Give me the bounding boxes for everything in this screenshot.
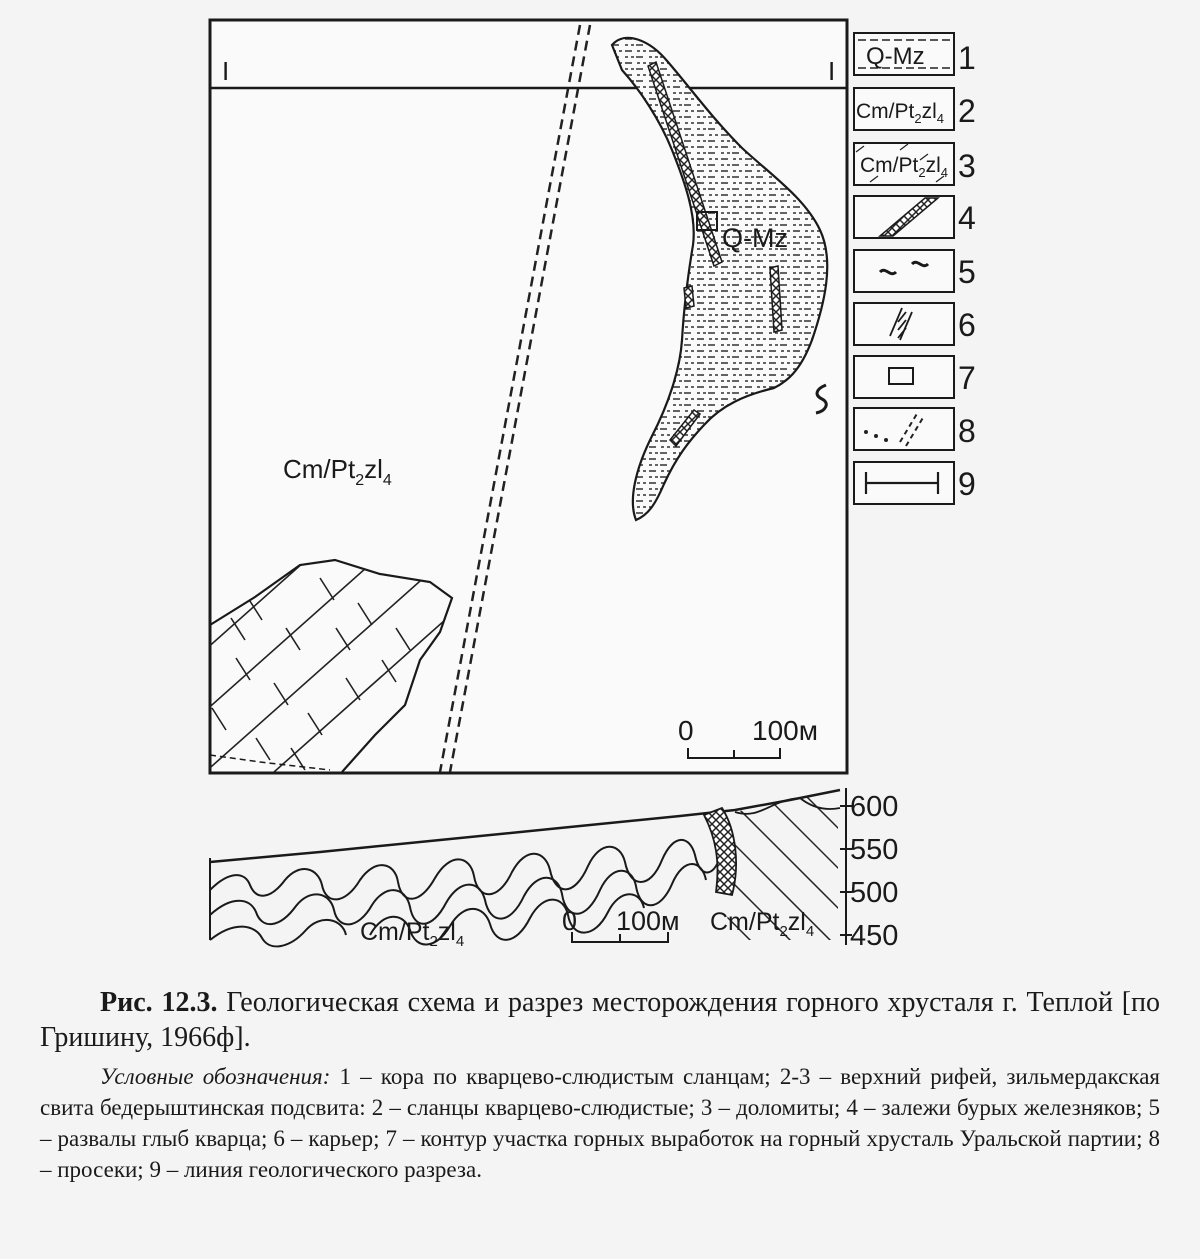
map-label-q-mz: Q-Mz: [722, 223, 788, 253]
section-scale-bar: [562, 906, 680, 942]
svg-text:100м: 100м: [752, 715, 818, 746]
figure-number: Рис. 12.3.: [100, 987, 218, 1018]
section-label-right: $Cm/Pt_2zl_4$: [710, 908, 815, 940]
legend-item-4: [854, 196, 976, 238]
section-marker-left: I: [222, 56, 230, 86]
svg-text:8: 8: [958, 413, 976, 449]
section-marker-right: I: [828, 56, 836, 86]
svg-text:0: 0: [562, 906, 578, 936]
legend-item-1: [854, 33, 976, 76]
figure-caption: [40, 985, 1160, 1185]
topographic-surface: [210, 790, 840, 862]
geological-map: [80, 20, 847, 880]
svg-text:2: 2: [958, 93, 976, 129]
section-label-left: $Cm/Pt_2zl_4$: [360, 918, 465, 950]
legend-item-9: [854, 462, 976, 504]
caption-legend-head: Условные обозначения:: [100, 1064, 331, 1089]
svg-text:5: 5: [958, 254, 976, 290]
svg-text:100м: 100м: [616, 906, 680, 936]
legend-item-3: [854, 143, 976, 185]
elevation-550: 550: [850, 834, 899, 866]
caption-legend: [40, 1061, 1160, 1185]
section-ore-body: [704, 808, 736, 895]
map-frame: [210, 20, 847, 773]
map-label-cm-pt: $Cm/Pt_2zl_4$: [283, 454, 392, 489]
caption-title-text: Геологическая схема и разрез месторождения горного хрусталя г. Теплой [по Гришину, 1966ф].: [40, 987, 1161, 1053]
legend-item-8: [854, 408, 976, 450]
svg-text:6: 6: [958, 307, 976, 343]
legend-item-2: [854, 88, 976, 130]
legend: [854, 33, 976, 504]
svg-text:3: 3: [958, 148, 976, 184]
caption-legend-text: 1 – кора по кварцево-слюдистым сланцам; 2-3 – верхний рифей, зильмердакская свита бедерыштинская подсвита: 2 – сланцы кварцево-слюдистые; 3 – доломиты; 4 – залежи бурых железняков; 5 – развалы глыб кварца; 6 – карьер; 7 – контур участка горных выработок на горный хрусталь Уральской партии; 8 – просеки; 9 – линия геологического разреза.: [40, 1064, 1161, 1182]
svg-text:1: 1: [958, 40, 976, 76]
legend-item-7: [854, 356, 976, 398]
svg-text:Cm/Pt2zl4: $Cm/Pt_2zl_4$: [856, 100, 944, 126]
svg-text:Cm/Pt2zl4: $Cm/Pt_2zl_4$: [860, 154, 948, 180]
elevation-500: 500: [850, 877, 899, 909]
svg-text:0: 0: [678, 715, 694, 746]
caption-title: [40, 985, 1160, 1055]
legend-item-6: [854, 303, 976, 345]
svg-text:7: 7: [958, 360, 976, 396]
svg-text:Q-Mz: Q-Mz: [866, 43, 925, 70]
legend-item-5: [854, 250, 976, 292]
svg-text:9: 9: [958, 466, 976, 502]
geological-cross-section: [210, 760, 920, 960]
elevation-450: 450: [850, 920, 899, 952]
elevation-600: 600: [850, 791, 899, 823]
svg-text:4: 4: [958, 200, 976, 236]
